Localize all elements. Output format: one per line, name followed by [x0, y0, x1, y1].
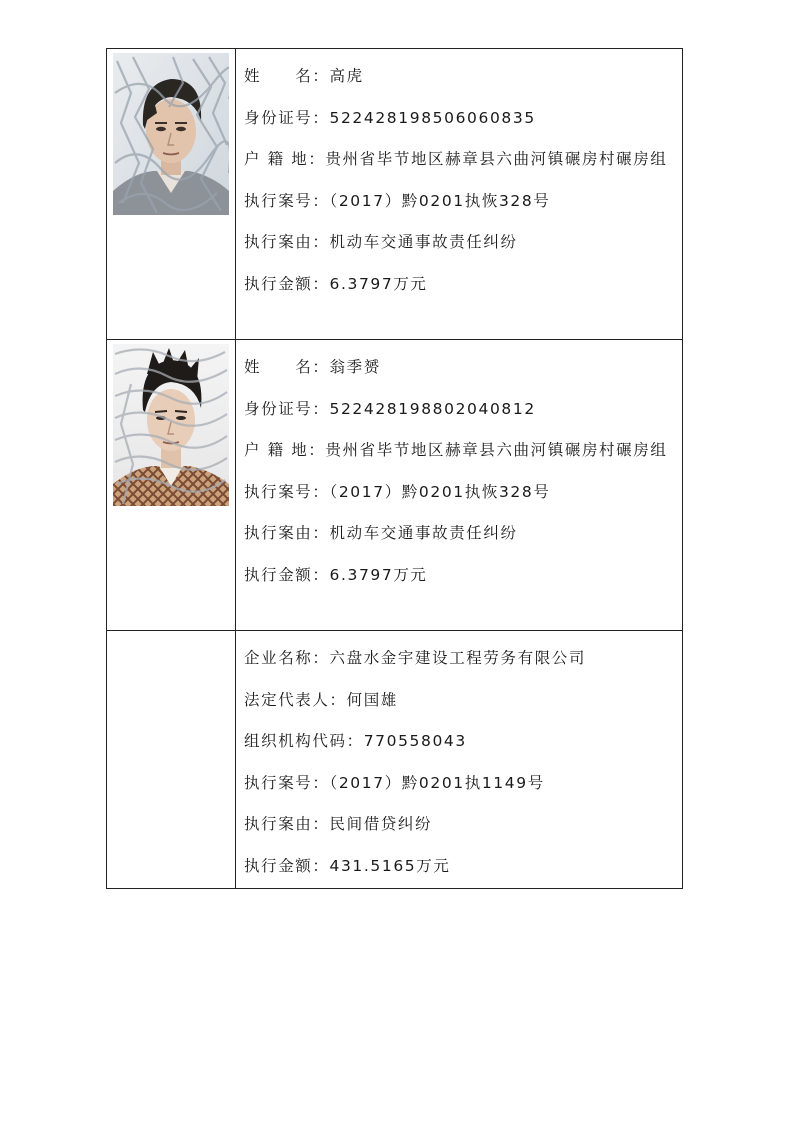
id-number-line: 身份证号：522428198802040812: [244, 399, 536, 418]
amount-line: 执行金额：431.5165万元: [244, 856, 451, 875]
company-info-cell: [236, 631, 683, 889]
person-photo: [113, 53, 229, 215]
person-info-cell: [236, 340, 683, 631]
table-row: [107, 340, 683, 631]
company-name-line: 企业名称：六盘水金宇建设工程劳务有限公司: [244, 649, 587, 667]
case-number-line: 执行案号：（2017）黔0201执恢328号: [244, 482, 551, 501]
case-number-line: 执行案号：（2017）黔0201执恢328号: [244, 191, 551, 210]
photo-cell: [107, 340, 236, 631]
id-number-line: 身份证号：522428198506060835: [244, 108, 536, 127]
amount-line: 执行金额：6.3797万元: [244, 274, 428, 293]
amount-line: 执行金额：6.3797万元: [244, 565, 428, 584]
debtor-table: [106, 48, 683, 889]
name-line: 姓 名：高虎: [244, 67, 364, 85]
legal-representative-line: 法定代表人：何国雄: [244, 690, 398, 709]
person-photo: [113, 344, 229, 506]
photo-cell: [107, 49, 236, 340]
table-row: [107, 49, 683, 340]
table-row: [107, 631, 683, 889]
household-address-line: 户 籍 地：贵州省毕节地区赫章县六曲河镇碾房村碾房组: [244, 441, 668, 460]
case-cause-line: 执行案由：民间借贷纠纷: [244, 815, 433, 834]
household-address-line: 户 籍 地：贵州省毕节地区赫章县六曲河镇碾房村碾房组: [244, 150, 668, 169]
case-cause-line: 执行案由：机动车交通事故责任纠纷: [244, 524, 518, 543]
name-line: 姓 名：翁季赟: [244, 358, 381, 376]
person-info-cell: [236, 49, 683, 340]
case-cause-line: 执行案由：机动车交通事故责任纠纷: [244, 233, 518, 252]
organization-code-line: 组织机构代码：770558043: [244, 732, 467, 751]
case-number-line: 执行案号：（2017）黔0201执1149号: [244, 773, 545, 792]
empty-photo-cell: [107, 631, 236, 889]
